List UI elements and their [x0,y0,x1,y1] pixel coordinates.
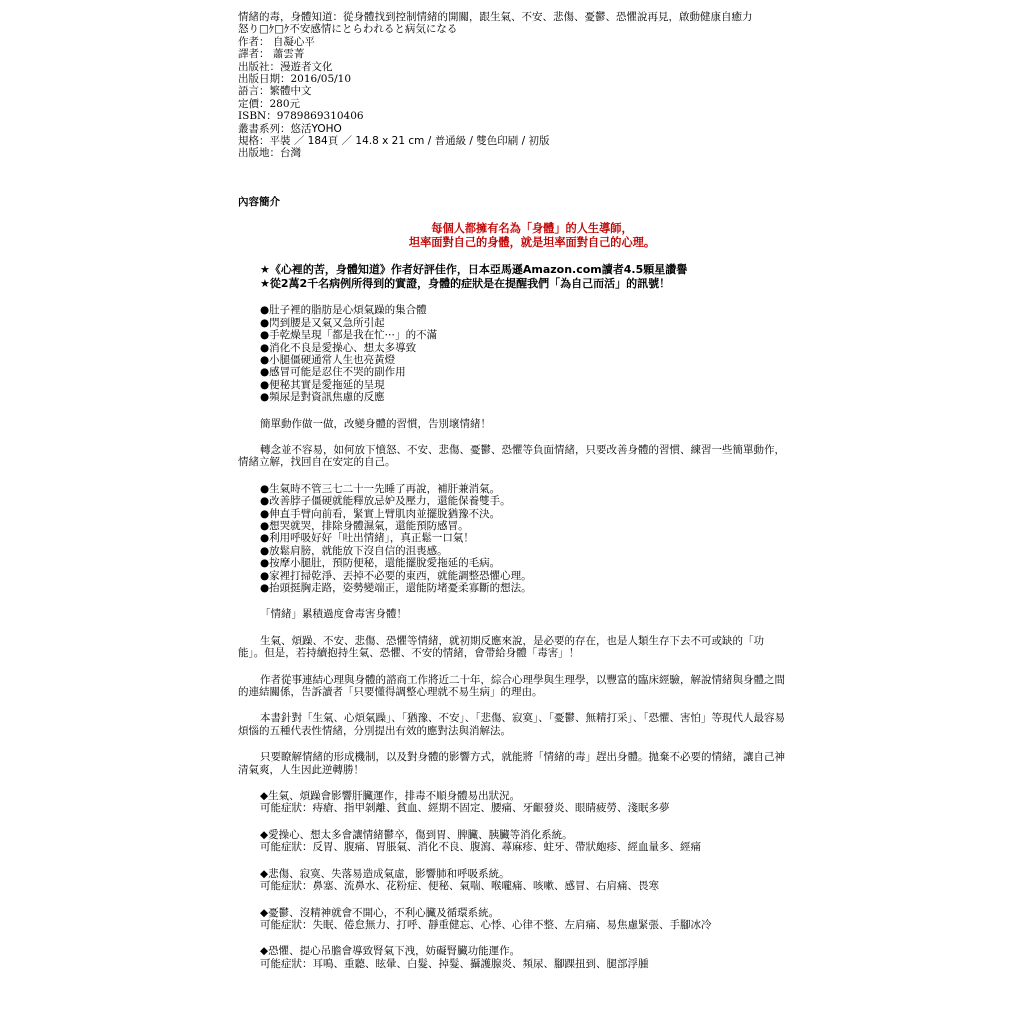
list-item: ●伸直手臂向前看，緊實上臂肌肉並擺脫猶豫不決。 [260,507,501,520]
list-item: ●小腿僵硬通常人生也亮黃燈 [260,353,396,366]
star-highlights [238,263,786,290]
list-item: ●抬頭挺胸走路，姿勢變端正，還能防堵憂柔寡斷的想法。 [260,582,532,594]
bullet-list-actions [238,483,786,595]
language-line: 語言：繁體中文 [238,85,312,98]
diamond-section-2 [238,829,786,854]
author-line: 作者： 自凝心平 [238,35,315,48]
paragraph-author: 作者從事連結心理與身體的諮商工作將近二十年，綜合心理學與生理學，以豐富的臨床經驗，解說情緒與身體之間的連結關係，告訴讀者「只要懂得調整心理就不易生病」的理由。 [238,673,785,699]
star-line: ★從2萬2千名病例所得到的實證，身體的症狀是在提醒我們「為自己而活」的訊號！ [260,276,671,290]
diamond-section-3 [238,868,786,893]
list-item: ●頻尿是對資訊焦慮的反應 [260,391,385,404]
symptom-line: 可能症狀：鼻塞、流鼻水、花粉症、便秘、氣喘、喉嚨痛、咳嗽、感冒、右肩痛、畏寒 [260,880,659,893]
list-item: ●按摩小腿肚，預防便秘，還能擺脫愛拖延的毛病。 [260,557,501,570]
list-item: ●消化不良是愛操心、想太多導致 [260,341,417,354]
bullet-list-symptoms [238,304,786,403]
symptom-line: 可能症狀：痔瘡、指甲剝離、貧血、經期不固定、腰痛、牙齦發炎、眼睛疲勞、淺眠多夢 [260,802,670,815]
list-item: ●想哭就哭，排除身體濕氣，還能預防感冒。 [260,519,469,532]
symptom-line: 可能症狀：失眠、倦怠無力、打呼、靜重健忘、心悸、心律不整、左肩痛、易焦慮緊張、手腳冰冷 [260,918,712,931]
diamond-section-1 [238,790,786,815]
list-item: ●肚子裡的脂肪是心煩氣躁的集合體 [260,304,427,317]
list-item: ●閃到腰是又氣又急所引起 [260,316,385,329]
section-title: 內容簡介 [238,195,280,208]
list-item: ●感冒可能是忍住不哭的副作用 [260,366,406,379]
diamond-heading: ◆悲傷、寂寞、失落易造成氣虛，影響肺和呼吸系統。 [260,867,510,880]
list-item: ●放鬆肩膀，就能放下沒自信的沮喪感。 [260,544,448,557]
origin-line: 出版地：台灣 [238,147,301,160]
star-line: ★《心裡的苦，身體知道》作者好評佳作，日本亞馬遜Amazon.com讀者4.5顆星讚譽 [260,263,688,277]
list-item: ●改善脖子僵硬就能釋放忌妒及壓力，還能保養雙手。 [260,495,511,508]
list-item: ●生氣時不管三七二十一先睡了再說，補肝兼消氣。 [260,482,501,495]
paragraph-simple-actions: 簡單動作做一做，改變身體的習慣，告別壞情緒！ [260,417,491,430]
diamond-section-4 [238,907,786,932]
book-metadata [238,11,786,160]
diamond-heading: ◆愛操心、想太多會讓情緒鬱卒，傷到胃、脾臟、胰臟等消化系統。 [260,828,573,841]
symptom-line: 可能症狀：耳鳴、重聽、眩暈、白髮、掉髮、攝護腺炎、頻尿、腳踝扭到、腿部浮腫 [260,957,649,970]
spec-line: 規格：平裝 ／ 184頁 ／ 14.8 x 21 cm / 普通級 / 雙色印刷 / 初版 [238,135,550,148]
red-heading-line-2: 坦率面對自己的身體，就是坦率面對自己的心理。 [408,235,656,249]
isbn-line: ISBN：9789869310406 [238,110,364,123]
product-document [238,11,786,970]
paragraph-understand: 只要瞭解情緒的形成機制，以及對身體的影響方式，就能將「情緒的毒」趕出身體。拋棄不必要的情緒，讓自己神清氣爽，人生因此逆轉勝！ [238,751,785,776]
original-title-line: 怒り□ｹ□ｹ不安感情にとらわれると病気になる [238,23,458,36]
book-title-line: 情緒的毒，身體知道：從身體找到控制情緒的開關，跟生氣、不安、悲傷、憂鬱、恐懼說再見，啟動健康自癒力 [238,11,753,23]
red-heading-line-1: 每個人都擁有名為「身體」的人生導師， [431,222,633,236]
diamond-heading: ◆恐懼、提心吊膽會導致腎氣下洩，妨礙腎臟功能運作。 [260,945,521,958]
translator-line: 譯者： 蕭雲菁 [238,48,305,61]
list-item: ●便秘其實是愛拖延的呈現 [260,378,385,391]
diamond-heading: ◆憂鬱、沒精神就會不開心，不利心臟及循環系統。 [260,906,500,919]
paragraph-toxic-emotions: 「情緒」累積過度會毒害身體！ [260,608,407,621]
series-line: 叢書系列：悠活YOHO [238,122,342,135]
publisher-line: 出版社：漫遊者文化 [238,60,333,73]
red-heading [238,222,786,249]
list-item: ●家裡打掃乾淨、丟掉不必要的東西，就能調整恐懼心理。 [260,569,532,582]
diamond-heading: ◆生氣、煩躁會影響肝臟運作，排毒不順身體易出狀況。 [260,790,521,803]
price-line: 定價：280元 [238,97,301,110]
paragraph-emotions: 生氣、煩躁、不安、悲傷、恐懼等情緒，就初期反應來說，是必要的存在，也是人類生存下去不可或缺的「功能」。但是，若持續抱持生氣、恐懼、不安的情緒，會帶給身體「毒害」！ [238,634,764,660]
pub-date-line: 出版日期：2016/05/10 [238,73,352,86]
symptom-line: 可能症狀：反胃、腹痛、胃脹氣、消化不良、腹瀉、蕁麻疹、蛀牙、帶狀皰疹、經血量多、經痛 [260,841,701,854]
list-item: ●利用呼吸好好「吐出情緒」，真正鬆一口氣！ [260,532,474,545]
list-item: ●手乾燥呈現「都是我在忙⋯」的不滿 [260,329,438,342]
paragraph-mindset: 轉念並不容易，如何放下憤怒、不安、悲傷、憂鬱、恐懼等負面情緒，只要改善身體的習慣、練習一些簡單動作，情緒立解，找回自在安定的自己。 [238,443,785,469]
diamond-section-5 [238,945,786,970]
paragraph-book: 本書針對「生氣、心煩氣躁」、「猶豫、不安」、「悲傷、寂寞」、「憂鬱、無精打采」、「恐懼、害怕」等現代人最容易煩惱的五種代表性情緒，分別提出有效的應對法與消解法。 [238,712,785,737]
